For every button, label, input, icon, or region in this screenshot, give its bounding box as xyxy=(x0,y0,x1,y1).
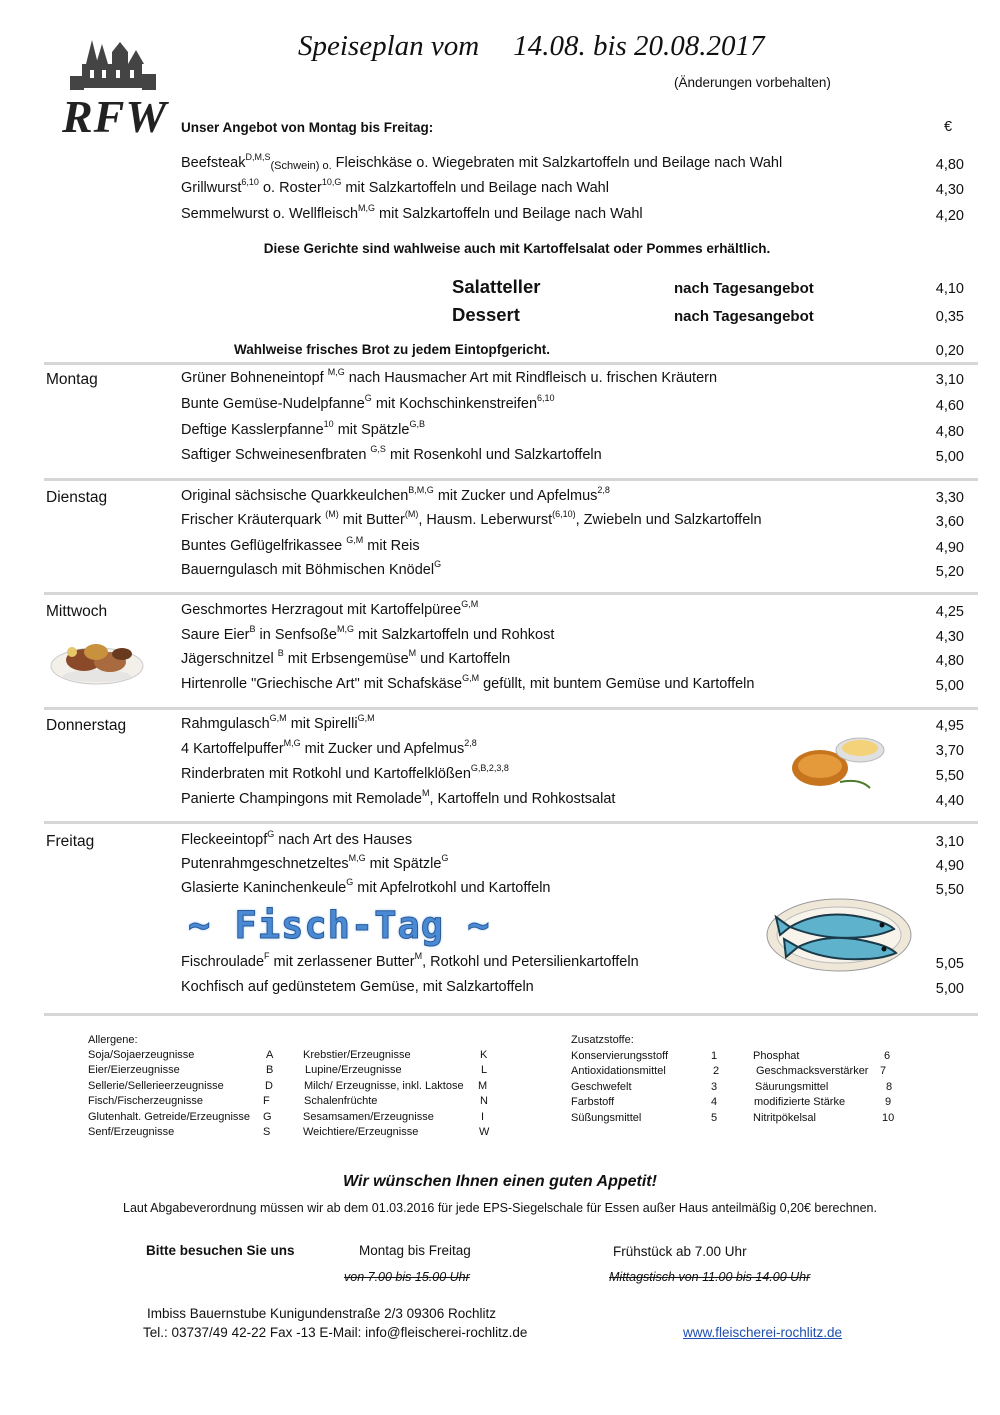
day-label-dienstag: Dienstag xyxy=(46,489,108,506)
divider xyxy=(44,821,978,824)
law-note: Laut Abgabeverordnung müssen wir ab dem 01.03.2016 für jede EPS-Siegelschale für Essen außer Haus anteilmäßig 0,20€ berechnen. xyxy=(123,1201,877,1215)
menu-item: Original sächsische Quarkkeulchen$^{B,M,G}$ mit Zucker und Apfelmus$^{2,8}$ xyxy=(181,485,610,504)
allergen-name: Glutenhalt. Getreide/Erzeugnisse xyxy=(88,1111,251,1123)
allergen-code: W xyxy=(479,1126,490,1138)
menu-price: 5,05 xyxy=(935,956,964,972)
logo-text: RFW xyxy=(62,91,168,142)
allergen-name: Sesamsamen/Erzeugnisse xyxy=(303,1111,434,1123)
allergen-code: F xyxy=(263,1095,270,1107)
additive-name: Konservierungsstoff xyxy=(571,1050,669,1062)
offer-price: 4,30 xyxy=(935,182,964,198)
brot-note: Wahlweise frisches Brot zu jedem Eintopfgericht. xyxy=(234,342,551,357)
menu-price: 3,10 xyxy=(935,372,964,388)
day-label-freitag: Freitag xyxy=(46,833,95,850)
change-note: (Änderungen vorbehalten) xyxy=(674,75,831,90)
allergen-code: L xyxy=(481,1064,488,1076)
menu-price: 4,90 xyxy=(935,858,964,874)
menu-item: Deftige Kasslerpfanne$^{10}$ mit Spätzle$^{G,B}$ xyxy=(181,419,425,438)
opening-days: Montag bis Freitag xyxy=(359,1243,471,1258)
logo xyxy=(56,38,168,142)
menu-price: 3,70 xyxy=(935,743,964,759)
menu-price: 4,25 xyxy=(935,604,964,620)
additive-code: 6 xyxy=(884,1050,891,1062)
menu-item: Kochfisch auf gedünstetem Gemüse, mit Salzkartoffeln xyxy=(181,979,534,995)
lunch-time: Mittagstisch von 11.00 bis 14.00 Uhr xyxy=(609,1270,811,1284)
additive-code: 2 xyxy=(713,1065,720,1077)
menu-item: Fleckeeintopf$^G$ nach Art des Hauses xyxy=(181,829,413,848)
allergen-code: D xyxy=(265,1080,273,1092)
offer-item-grillwurst: Grillwurst$^{6,10}$ o. Roster$^{10,G}$ mit Salzkartoffeln und Beilage nach Wahl xyxy=(181,177,609,196)
allergen-name: Weichtiere/Erzeugnisse xyxy=(303,1126,419,1138)
menu-price: 3,60 xyxy=(935,514,964,530)
menu-price: 4,30 xyxy=(935,629,964,645)
sausage-plate-icon xyxy=(48,628,146,688)
opening-hours: von 7.00 bis 15.00 Uhr xyxy=(344,1270,470,1284)
day-label-mittwoch: Mittwoch xyxy=(46,603,108,620)
additive-name: Farbstoff xyxy=(571,1096,615,1108)
offer-item-semmelwurst: Semmelwurst o. Wellfleisch$^{M,G}$ mit Salzkartoffeln und Beilage nach Wahl xyxy=(181,203,643,222)
menu-price: 3,30 xyxy=(935,490,964,506)
title-prefix: Speiseplan vom xyxy=(298,30,480,62)
page-title xyxy=(298,30,765,63)
divider xyxy=(44,592,978,595)
food-plate-image xyxy=(48,628,146,692)
additives-heading: Zusatzstoffe: xyxy=(571,1034,634,1046)
brot-price: 0,20 xyxy=(935,343,964,359)
menu-item: Frischer Kräuterquark $^{(M)}$ mit Butter$^{(M)}$, Hausm. Leberwurst$^{(6,10)}$, Zwiebeln und Salzkartoffeln xyxy=(181,509,762,528)
menu-item: Rinderbraten mit Rotkohl und Kartoffelklößen$^{G,B,2,3,8}$ xyxy=(181,763,509,782)
additive-name: Nitritpökelsal xyxy=(753,1112,816,1124)
menu-item: Jägerschnitzel $^B$ mit Erbsengemüse$^M$ und Kartoffeln xyxy=(181,648,511,667)
allergen-code: N xyxy=(480,1095,488,1107)
additive-name: modifizierte Stärke xyxy=(754,1096,846,1108)
menu-item: Saftiger Schweinesenfbraten $^{G,S}$ mit Rosenkohl und Salzkartoffeln xyxy=(181,444,602,463)
appetite-wish: Wir wünschen Ihnen einen guten Appetit! xyxy=(343,1173,657,1190)
menu-item: Bunte Gemüse-Nudelpfanne$^G$ mit Kochschinkenstreifen$^{6,10}$ xyxy=(181,393,555,412)
dessert-name: Dessert xyxy=(452,304,520,325)
divider xyxy=(44,478,978,481)
title-dates: 14.08. bis 20.08.2017 xyxy=(513,30,765,62)
additive-code: 5 xyxy=(711,1112,718,1124)
allergen-code: M xyxy=(478,1080,488,1092)
additive-code: 7 xyxy=(880,1065,887,1077)
menu-item: Rahmgulasch$^{G,M}$ mit Spirelli$^{G,M}$ xyxy=(181,713,375,732)
menu-price: 5,20 xyxy=(935,564,964,580)
dessert-desc: nach Tagesangebot xyxy=(674,308,814,325)
address: Imbiss Bauernstube Kunigundenstraße 2/3 09306 Rochlitz xyxy=(147,1306,496,1321)
allergen-code: I xyxy=(481,1111,485,1123)
allergen-code: A xyxy=(266,1049,274,1061)
additive-code: 10 xyxy=(882,1112,895,1124)
salat-desc: nach Tagesangebot xyxy=(674,280,814,297)
additive-code: 8 xyxy=(886,1081,893,1093)
fisch-tag-banner: ~ Fisch-Tag ~ xyxy=(188,904,491,947)
divider xyxy=(44,362,978,365)
menu-price: 4,90 xyxy=(935,540,964,556)
allergen-name: Milch/ Erzeugnisse, inkl. Laktose xyxy=(304,1080,464,1092)
menu-item: Buntes Geflügelfrikassee $^{G,M}$ mit Reis xyxy=(181,535,420,554)
menu-item: 4 Kartoffelpuffer$^{M,G}$ mit Zucker und Apfelmus$^{2,8}$ xyxy=(181,738,477,757)
menu-price: 4,95 xyxy=(935,718,964,734)
menu-price: 5,00 xyxy=(935,678,964,694)
divider xyxy=(44,707,978,710)
allergen-name: Fisch/Fischerzeugnisse xyxy=(88,1095,203,1107)
visit-label: Bitte besuchen Sie uns xyxy=(146,1243,295,1258)
menu-price: 5,50 xyxy=(935,768,964,784)
additive-code: 9 xyxy=(885,1096,892,1108)
offer-heading: Unser Angebot von Montag bis Freitag: xyxy=(181,120,434,135)
allergen-name: Krebstier/Erzeugnisse xyxy=(303,1049,411,1061)
menu-item: Hirtenrolle "Griechische Art" mit Schafskäse$^{G,M}$ gefüllt, mit buntem Gemüse und Kartoffeln xyxy=(181,673,755,692)
additive-code: 1 xyxy=(711,1050,718,1062)
breakfast-time: Frühstück ab 7.00 Uhr xyxy=(613,1244,747,1259)
offer-item-beefsteak: Beefsteak$^{D,M,S}$(Schwein) o. Fleischkäse o. Wiegebraten mit Salzkartoffeln und Beilage nach Wahl xyxy=(181,152,783,172)
menu-item: Grüner Bohneneintopf $^{M,G}$ nach Hausmacher Art mit Rindfleisch u. frischen Kräutern xyxy=(181,367,718,386)
menu-price: 4,60 xyxy=(935,398,964,414)
potato-pancake-image xyxy=(790,730,890,796)
menu-price: 4,80 xyxy=(935,424,964,440)
allergen-code: S xyxy=(263,1126,271,1138)
allergens-heading: Allergene: xyxy=(88,1034,138,1046)
fish-plate-icon xyxy=(764,893,914,975)
menu-item: Fischroulade$^F$ mit zerlassener Butter$^M$, Rotkohl und Petersilienkartoffeln xyxy=(181,951,639,970)
allergen-name: Soja/Sojaerzeugnisse xyxy=(88,1049,195,1061)
additive-name: Säurungsmittel xyxy=(755,1081,829,1093)
salat-price: 4,10 xyxy=(935,281,964,297)
offer-price: 4,80 xyxy=(935,157,964,173)
menu-price: 4,80 xyxy=(935,653,964,669)
additive-name: Geschwefelt xyxy=(571,1081,632,1093)
day-label-montag: Montag xyxy=(46,371,98,388)
contact: Tel.: 03737/49 42-22 Fax -13 E-Mail: info@fleischerei-rochlitz.de xyxy=(143,1325,528,1340)
salat-name: Salatteller xyxy=(452,276,541,297)
additive-code: 3 xyxy=(711,1081,718,1093)
allergen-name: Senf/Erzeugnisse xyxy=(88,1126,175,1138)
fish-image xyxy=(764,893,914,979)
additive-code: 4 xyxy=(711,1096,718,1108)
menu-price: 5,00 xyxy=(935,449,964,465)
additive-name: Phosphat xyxy=(753,1050,800,1062)
allergen-code: B xyxy=(266,1064,274,1076)
menu-item: Geschmortes Herzragout mit Kartoffelpüree$^{G,M}$ xyxy=(181,599,479,618)
offer-note: Diese Gerichte sind wahlweise auch mit Kartoffelsalat oder Pommes erhältlich. xyxy=(263,241,771,256)
menu-price: 5,00 xyxy=(935,981,964,997)
menu-item: Glasierte Kaninchenkeule$^G$ mit Apfelrotkohl und Kartoffeln xyxy=(181,877,551,896)
menu-item: Panierte Champingons mit Remolade$^M$, Kartoffeln und Rohkostsalat xyxy=(181,788,616,807)
day-label-donnerstag: Donnerstag xyxy=(46,717,127,734)
menu-price: 4,40 xyxy=(935,793,964,809)
dessert-price: 0,35 xyxy=(935,309,964,325)
allergen-name: Lupine/Erzeugnisse xyxy=(305,1064,402,1076)
allergen-code: G xyxy=(263,1111,272,1123)
divider xyxy=(44,1013,978,1016)
allergen-name: Sellerie/Sellerieerzeugnisse xyxy=(88,1080,224,1092)
additive-name: Geschmacksverstärker xyxy=(756,1065,869,1077)
additive-name: Antioxidationsmittel xyxy=(571,1065,666,1077)
menu-item: Saure Eier$^B$ in Senfsoße$^{M,G}$ mit Salzkartoffeln und Rohkost xyxy=(181,624,555,643)
allergen-name: Eier/Eierzeugnisse xyxy=(88,1064,180,1076)
menu-price: 3,10 xyxy=(935,834,964,850)
menu-price: 5,50 xyxy=(935,882,964,898)
menu-item: Putenrahmgeschnetzeltes$^{M,G}$ mit Spätzle$^G$ xyxy=(181,853,449,872)
currency-symbol: € xyxy=(944,119,953,135)
website-link[interactable]: www.fleischerei-rochlitz.de xyxy=(683,1325,843,1340)
potato-pancake-icon xyxy=(790,730,890,792)
allergen-name: Schalenfrüchte xyxy=(304,1095,378,1107)
allergen-code: K xyxy=(480,1049,488,1061)
offer-price: 4,20 xyxy=(935,208,964,224)
menu-item: Bauerngulasch mit Böhmischen Knödel$^G$ xyxy=(181,559,442,578)
additive-name: Süßungsmittel xyxy=(571,1112,642,1124)
